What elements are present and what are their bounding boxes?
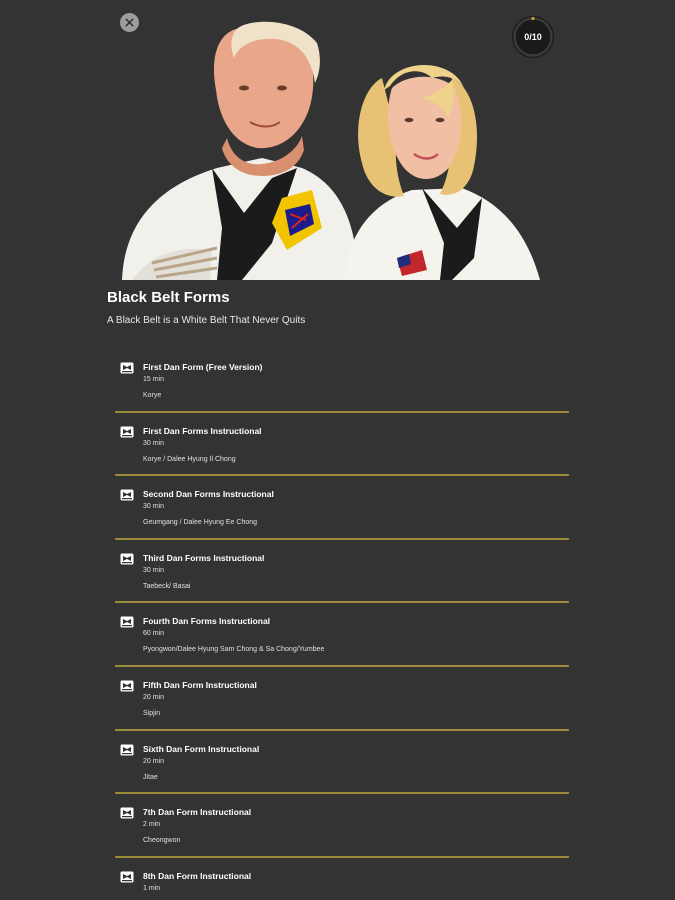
lesson-forms: Korye: [143, 392, 162, 399]
video-lesson-icon: [120, 680, 134, 692]
progress-text: 0/10: [524, 32, 542, 42]
lesson-item[interactable]: [115, 413, 569, 477]
lesson-title: Sixth Dan Form Instructional: [143, 743, 260, 754]
lesson-item[interactable]: [115, 476, 569, 540]
woman-figure: [344, 65, 540, 280]
lesson-item[interactable]: [115, 540, 569, 604]
lesson-duration: 15 min: [143, 376, 165, 383]
lesson-forms: Sipjin: [143, 709, 161, 717]
lesson-title: Third Dan Forms Instructional: [143, 552, 265, 563]
lesson-title: Second Dan Forms Instructional: [143, 489, 274, 500]
lesson-item[interactable]: [115, 349, 569, 413]
lesson-forms: Pyongwon/Dalee Hyung Sam Chong & Sa Chong/Yumbee: [143, 646, 325, 654]
lesson-duration: 30 min: [143, 503, 165, 511]
lesson-forms: Jitae: [143, 773, 158, 781]
lesson-duration: 60 min: [143, 630, 165, 638]
video-lesson-icon: [120, 871, 134, 883]
lesson-title: First Dan Form (Free Version): [143, 362, 263, 372]
video-lesson-icon: [120, 744, 134, 756]
page-title: Black Belt Forms: [107, 289, 230, 306]
lesson-duration: 2 min: [143, 821, 161, 829]
video-lesson-icon: [120, 553, 134, 565]
video-lesson-icon: [120, 616, 134, 628]
lesson-duration: 30 min: [143, 566, 165, 574]
header: [107, 289, 577, 326]
lesson-duration: 30 min: [143, 439, 165, 447]
video-lesson-icon: [120, 362, 134, 374]
lesson-title: 8th Dan Form Instructional: [143, 870, 252, 881]
video-lesson-icon: [120, 489, 134, 501]
page-subtitle: A Black Belt is a White Belt That Never Quits: [107, 315, 306, 326]
lesson-duration: 20 min: [143, 693, 165, 701]
hero-image: [122, 18, 542, 280]
lesson-title: Fourth Dan Forms Instructional: [143, 616, 271, 627]
lesson-item[interactable]: [115, 603, 569, 667]
lesson-duration: 1 min: [143, 884, 161, 892]
lesson-title: First Dan Forms Instructional: [143, 425, 262, 436]
lesson-list: [115, 349, 569, 900]
video-lesson-icon: [120, 426, 134, 438]
lesson-item[interactable]: [115, 667, 569, 731]
lesson-duration: 20 min: [143, 757, 165, 765]
lesson-title: Fifth Dan Form Instructional: [143, 679, 257, 690]
lesson-forms: Geumgang / Dalee Hyung Ee Chong: [143, 519, 258, 527]
man-figure: [122, 22, 358, 280]
lesson-forms: Cheongwon: [143, 837, 181, 845]
video-lesson-icon: [120, 807, 134, 819]
lesson-title: 7th Dan Form Instructional: [143, 807, 252, 818]
lesson-forms: Korye / Dalee Hyung Il Chong: [143, 455, 236, 463]
lesson-item[interactable]: [115, 731, 569, 795]
lesson-item[interactable]: [115, 794, 569, 858]
lesson-forms: Taebeck/ Basai: [143, 582, 191, 590]
lesson-item[interactable]: [115, 858, 569, 900]
